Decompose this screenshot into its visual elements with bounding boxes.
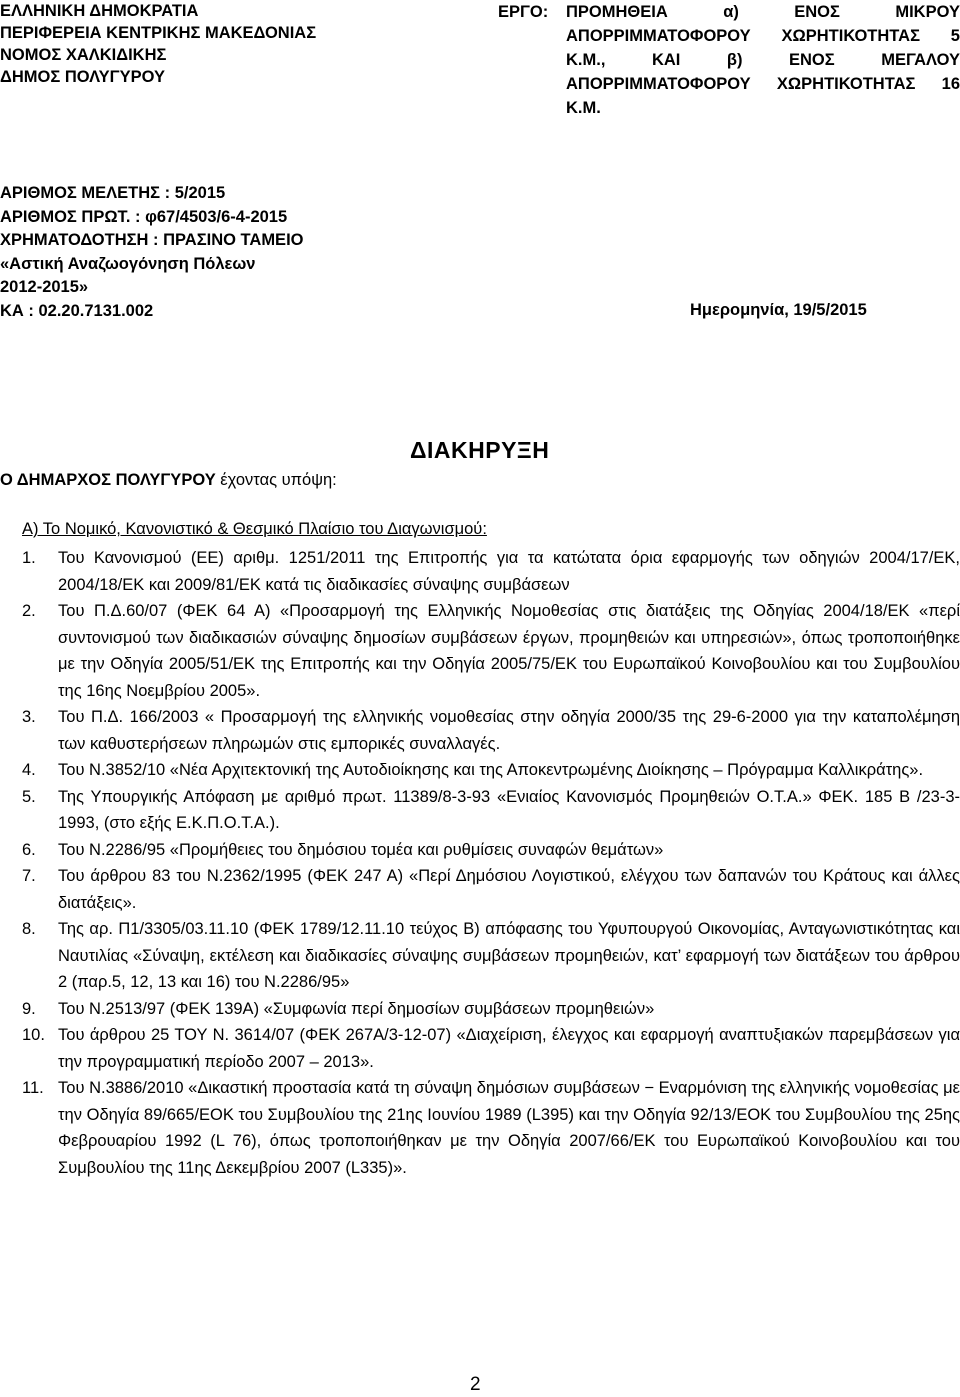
funding: ΧΡΗΜΑΤΟΔΟΤΗΣΗ : ΠΡΑΣΙΝΟ ΤΑΜΕΙΟ bbox=[0, 231, 304, 249]
item-number: 7. bbox=[22, 867, 36, 885]
item-number: 2. bbox=[22, 602, 36, 620]
intro-rest: έχοντας υπόψη: bbox=[215, 471, 337, 489]
list-item bbox=[0, 1022, 960, 1075]
project-line bbox=[566, 0, 960, 24]
list-item bbox=[0, 996, 960, 1023]
item-text: Της αρ. Π1/3305/03.11.10 (ΦΕΚ 1789/12.11.10 τεύχος Β) απόφασης του Υφυπουργού Οικονομίας, Ανταγωνιστικότητας και Ναυτιλίας «Σύναψη, εκτέλεση και διαδικασίες σύναψης συμβάσεων προμηθειών, κατ’ εφαρμογή των διατάξεων του άρθρου 2 (παρ.5, 12, 13 και 16) του Ν.2286/95» bbox=[58, 920, 960, 991]
list-item bbox=[0, 545, 960, 598]
item-text: Του άρθρου 25 ΤΟΥ Ν. 3614/07 (ΦΕΚ 267Α/3-12-07) «Διαχείριση, έλεγχος και εφαρμογή αναπτυξιακών παρεμβάσεων για την προγραμματική περίοδο 2007 – 2013». bbox=[58, 1026, 960, 1071]
list-item bbox=[0, 837, 960, 864]
list-item bbox=[0, 1075, 960, 1181]
item-text: Του Ν.3886/2010 «Δικαστική προστασία κατά τη σύναψη δημόσιων συμβάσεων − Εναρμόνιση της ελληνικής νομοθεσίας με την Οδηγία 89/665/ΕΟΚ του Συμβουλίου της 21ης Ιουνίου 1989 (L395) και την Οδηγία 92/13/ΕΟΚ του Συμβουλίου της 25ης Φεβρουαρίου 1992 (L 76), όπως τροποποιήθηκαν με την Οδηγία 2007/66/ΕΚ του Ευρωπαϊκού Κοινοβουλίου και του Συμβουλίου της 11ης Δεκεμβρίου 2007 (L335)». bbox=[58, 1079, 960, 1177]
item-number: 4. bbox=[22, 761, 36, 779]
list-item bbox=[0, 598, 960, 704]
project-line bbox=[566, 96, 960, 120]
program-line: 2012-2015» bbox=[0, 278, 89, 296]
section-heading: Α) Το Νομικό, Κανονιστικό & Θεσμικό Πλαίσιο του Διαγωνισμού: bbox=[22, 520, 487, 538]
item-number: 1. bbox=[22, 549, 36, 567]
document-date: Ημερομηνία, 19/5/2015 bbox=[690, 301, 867, 319]
word: ΠΡΟΜΗΘΕΙΑ bbox=[566, 3, 668, 21]
item-text: Του Π.Δ.60/07 (ΦΕΚ 64 Α) «Προσαρμογή της Ελληνικής Νομοθεσίας στις διατάξεις της Οδηγίας 2004/18/ΕΚ «περί συντονισμού των διαδικασιών σύναψης δημοσίων συμβάσεων έργων, προμηθειών και υπηρεσιών», όπως τροποποιήθηκε με την Οδηγία 2005/51/ΕΚ της Επιτροπής και την Οδηγία 2005/75/ΕΚ του Ευρωπαϊκού Κοινοβουλίου και του Συμβουλίου της 16ης Νοεμβρίου 2005». bbox=[58, 602, 960, 700]
list-item bbox=[0, 784, 960, 837]
item-text: Της Υπουργικής Απόφαση με αριθμό πρωτ. 11389/8-3-93 «Ενιαίος Κανονισμός Προμηθειών Ο.Τ.Α.» ΦΕΚ. 185 Β /23-3-1993, (στο εξής Ε.Κ.Π.Ο.Τ.Α.). bbox=[58, 787, 960, 832]
mayor-label: Ο ΔΗΜΑΡΧΟΣ ΠΟΛΥΓΥΡΟΥ bbox=[0, 471, 216, 489]
word: ΚΑΙ bbox=[651, 51, 681, 69]
issuer-line: ΕΛΛΗΝΙΚΗ ΔΗΜΟΚΡΑΤΙΑ bbox=[0, 2, 199, 20]
item-text: Του Π.Δ. 166/2003 « Προσαρμογή της ελληνικής νομοθεσίας στην οδηγία 2000/35 της 29-6-2000 για την καταπολέμηση των καθυστερήσεων πληρωμών στις εμπορικές συναλλαγές. bbox=[58, 708, 960, 753]
legal-framework-list bbox=[0, 545, 960, 1181]
issuer-line: ΠΕΡΙΦΕΡΕΙΑ ΚΕΝΤΡΙΚΗΣ ΜΑΚΕΔΟΝΙΑΣ bbox=[0, 24, 317, 42]
list-item bbox=[0, 704, 960, 757]
protocol-number: ΑΡΙΘΜΟΣ ΠΡΩΤ. : φ67/4503/6-4-2015 bbox=[0, 207, 288, 226]
word: β) bbox=[726, 51, 743, 69]
list-item bbox=[0, 863, 960, 916]
item-number: 11. bbox=[22, 1079, 44, 1097]
word: ΑΠΟΡΡΙΜΜΑΤΟΦΟΡΟΥ bbox=[566, 27, 751, 45]
project-line bbox=[566, 48, 960, 72]
project-label: ΕΡΓΟ: bbox=[498, 3, 549, 21]
word: Κ.Μ., bbox=[566, 51, 606, 69]
word: ΧΩΡΗΤΙΚΟΤΗΤΑΣ bbox=[776, 75, 916, 93]
issuer-line: ΔΗΜΟΣ ΠΟΛΥΓΥΡΟΥ bbox=[0, 68, 165, 86]
meta-block bbox=[0, 182, 960, 323]
word: 16 bbox=[941, 75, 960, 93]
program-line: «Αστική Αναζωογόνηση Πόλεων bbox=[0, 254, 256, 273]
page-title: ΔΙΑΚΗΡΥΞΗ bbox=[410, 437, 550, 463]
item-text: Του άρθρου 83 του Ν.2362/1995 (ΦΕΚ 247 Α) «Περί Δημόσιου Λογιστικού, ελέγχου των δαπανών του Κράτους και άλλες διατάξεις». bbox=[58, 867, 960, 912]
project-title bbox=[566, 0, 960, 120]
word: Κ.Μ. bbox=[566, 99, 601, 117]
word: ΑΠΟΡΡΙΜΜΑΤΟΦΟΡΟΥ bbox=[566, 75, 751, 93]
study-number: ΑΡΙΘΜΟΣ ΜΕΛΕΤΗΣ : 5/2015 bbox=[0, 184, 226, 202]
item-number: 6. bbox=[22, 840, 36, 859]
item-text: Του Ν.3852/10 «Νέα Αρχιτεκτονική της Αυτοδιοίκησης και της Αποκεντρωμένης Διοίκησης – Πρόγραμμα Καλλικράτης». bbox=[58, 761, 924, 779]
item-text: Του Κανονισμού (ΕΕ) αριθμ. 1251/2011 της Επιτροπής για τα κατώτατα όρια εφαρμογής των οδηγιών 2004/17/ΕΚ, 2004/18/ΕΚ και 2009/81/ΕΚ κατά τις διαδικασίες σύναψης συμβάσεων bbox=[58, 549, 960, 594]
word: ΕΝΟΣ bbox=[794, 3, 840, 21]
word: 5 bbox=[950, 27, 960, 45]
item-number: 3. bbox=[22, 708, 36, 726]
list-item bbox=[0, 757, 960, 784]
issuer-block bbox=[0, 0, 480, 88]
item-number: 5. bbox=[22, 787, 36, 806]
item-text: Του Ν.2286/95 «Προμήθειες του δημόσιου τομέα και ρυθμίσεις συναφών θεμάτων» bbox=[58, 840, 664, 859]
item-text: Του Ν.2513/97 (ΦΕΚ 139Α) «Συμφωνία περί δημοσίων συμβάσεων προμηθειών» bbox=[58, 999, 655, 1018]
project-line bbox=[566, 24, 960, 48]
item-number: 10. bbox=[22, 1026, 45, 1044]
ka-code: ΚΑ : 02.20.7131.002 bbox=[0, 301, 154, 320]
item-number: 8. bbox=[22, 920, 36, 938]
list-item bbox=[0, 916, 960, 996]
word: ΜΕΓΑΛΟΥ bbox=[881, 51, 960, 69]
intro-line bbox=[0, 471, 337, 490]
word: α) bbox=[723, 3, 739, 21]
word: ΜΙΚΡΟΥ bbox=[895, 3, 960, 21]
item-number: 9. bbox=[22, 999, 36, 1018]
word: ΧΩΡΗΤΙΚΟΤΗΤΑΣ bbox=[781, 27, 920, 45]
project-line bbox=[566, 72, 960, 96]
issuer-line: ΝΟΜΟΣ ΧΑΛΚΙΔΙΚΗΣ bbox=[0, 46, 167, 64]
word: ΕΝΟΣ bbox=[789, 51, 835, 69]
page-number: 2 bbox=[470, 1374, 481, 1395]
